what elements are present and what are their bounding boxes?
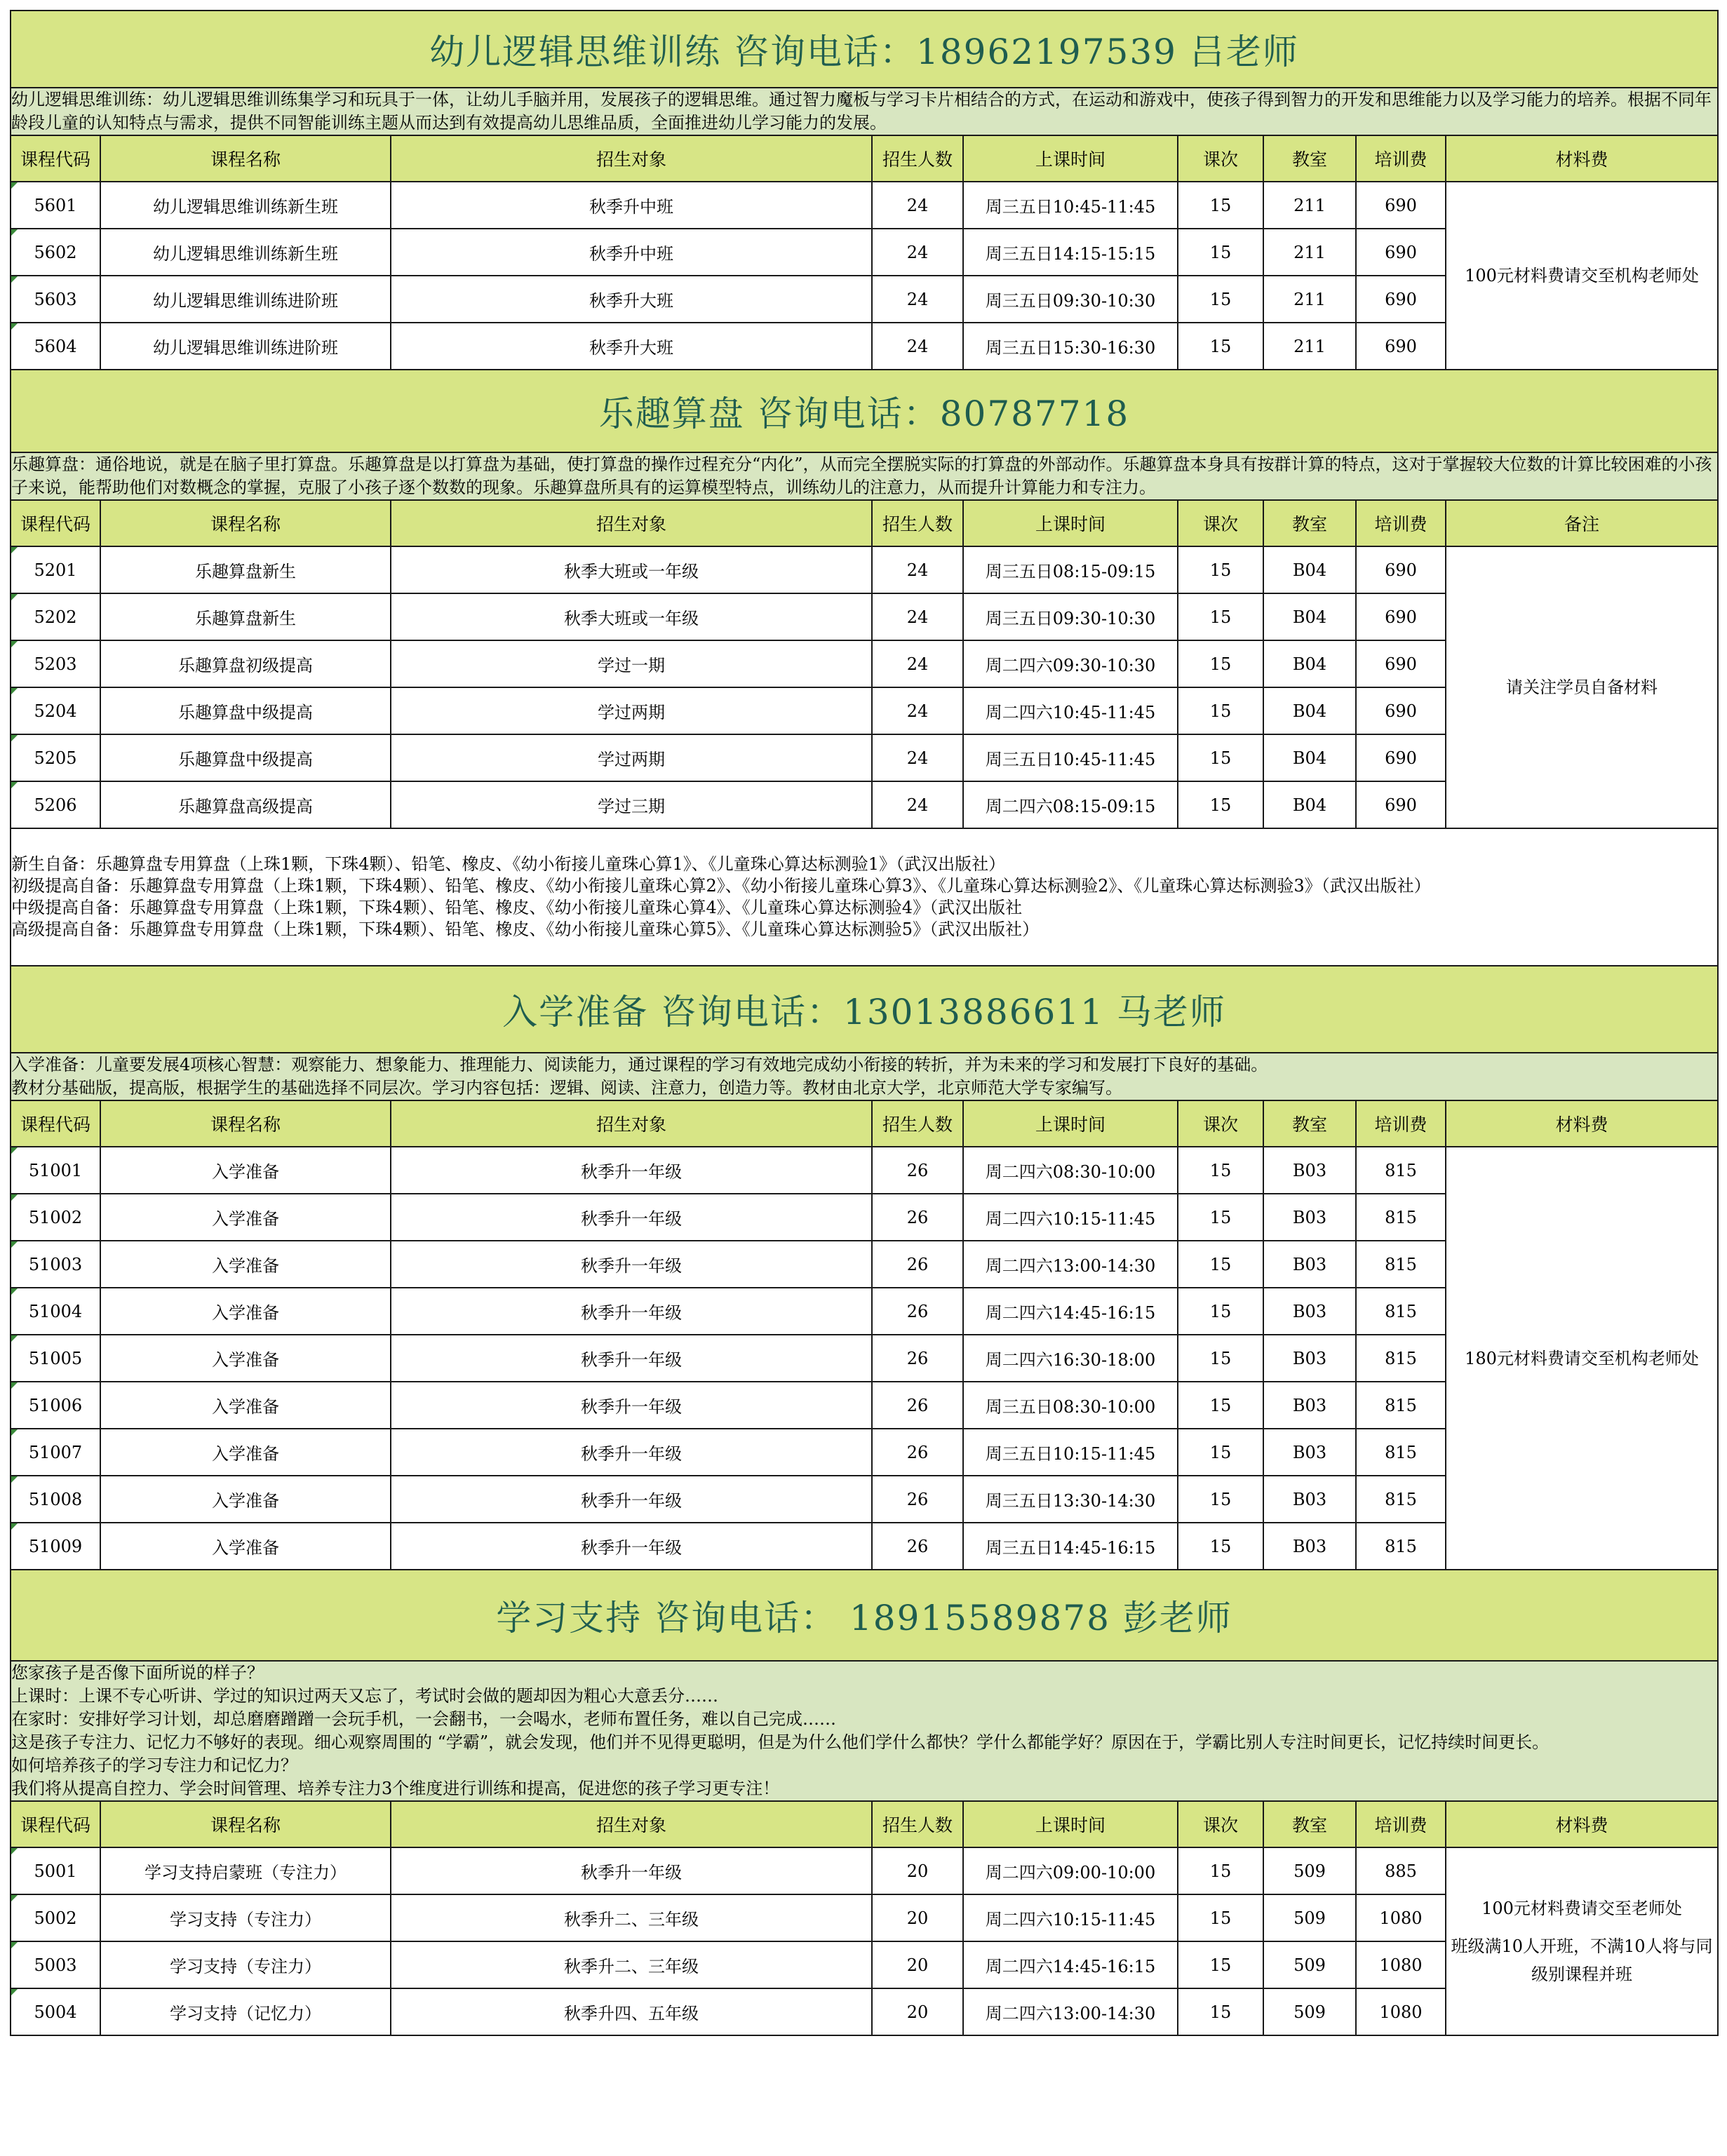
cell-count: 20 [872,1988,963,2035]
cell-code: 51005 [11,1335,100,1382]
side-note: 100元材料费请交至机构老师处 [1446,182,1718,370]
cell-count: 20 [872,1894,963,1941]
side-note: 180元材料费请交至机构老师处 [1446,1147,1718,1570]
cell-name: 乐趣算盘高级提高 [100,781,391,828]
column-header-lessons: 课次 [1178,1801,1263,1847]
cell-time: 周二四六09:30-10:30 [963,640,1178,687]
cell-count: 24 [872,781,963,828]
section-title: 幼儿逻辑思维训练 咨询电话：18962197539 吕老师 [11,11,1718,88]
column-header-fee: 培训费 [1356,135,1446,182]
cell-time: 周二四六13:00-14:30 [963,1241,1178,1288]
cell-time: 周三五日14:45-16:15 [963,1523,1178,1570]
section-description: 幼儿逻辑思维训练：幼儿逻辑思维训练集学习和玩具于一体，让幼儿手脑并用，发展孩子的逻辑思维。通过智力魔板与学习卡片相结合的方式，在运动和游戏中，使孩子得到智力的开发和思维能力以及学习能力的培养。根据不同年龄段儿童的认知特点与需求，提供不同智能训练主题从而达到有效提高幼儿思维品质，全面推进幼儿学习能力的发展。 [11,88,1718,135]
cell-lessons: 15 [1178,1335,1263,1382]
cell-name: 幼儿逻辑思维训练新生班 [100,182,391,229]
cell-room: B03 [1263,1147,1356,1194]
cell-fee: 690 [1356,323,1446,370]
cell-lessons: 15 [1178,1847,1263,1894]
cell-count: 26 [872,1523,963,1570]
cell-fee: 690 [1356,546,1446,593]
table-row [11,182,1718,229]
cell-count: 26 [872,1476,963,1523]
cell-name: 幼儿逻辑思维训练新生班 [100,229,391,276]
cell-name: 幼儿逻辑思维训练进阶班 [100,323,391,370]
column-header-code: 课程代码 [11,500,100,546]
side-note [1446,1847,1718,2035]
cell-name: 入学准备 [100,1194,391,1241]
cell-room: 211 [1263,276,1356,323]
column-header-time: 上课时间 [963,500,1178,546]
section-description-row [11,452,1718,500]
cell-lessons: 15 [1178,323,1263,370]
cell-room: B04 [1263,640,1356,687]
cell-fee: 815 [1356,1147,1446,1194]
cell-room: B03 [1263,1523,1356,1570]
cell-name: 入学准备 [100,1288,391,1335]
cell-code: 51004 [11,1288,100,1335]
cell-count: 20 [872,1847,963,1894]
cell-code: 5004 [11,1988,100,2035]
cell-count: 26 [872,1335,963,1382]
column-header-room: 教室 [1263,1100,1356,1147]
cell-time: 周三五日10:45-11:45 [963,734,1178,781]
cell-target: 秋季升中班 [391,229,872,276]
column-header-lessons: 课次 [1178,135,1263,182]
cell-fee: 815 [1356,1382,1446,1429]
column-header-fee: 培训费 [1356,1801,1446,1847]
table-row [11,546,1718,593]
column-header-target: 招生对象 [391,500,872,546]
cell-lessons: 15 [1178,1382,1263,1429]
cell-target: 秋季升一年级 [391,1288,872,1335]
cell-count: 24 [872,182,963,229]
cell-target: 秋季大班或一年级 [391,593,872,640]
cell-room: B03 [1263,1241,1356,1288]
cell-code: 5206 [11,781,100,828]
cell-lessons: 15 [1178,276,1263,323]
header-row [11,1100,1718,1147]
cell-count: 24 [872,229,963,276]
cell-count: 24 [872,640,963,687]
cell-count: 26 [872,1288,963,1335]
cell-room: B03 [1263,1382,1356,1429]
cell-code: 5604 [11,323,100,370]
cell-count: 26 [872,1147,963,1194]
cell-fee: 815 [1356,1194,1446,1241]
cell-target: 秋季升大班 [391,276,872,323]
column-header-target: 招生对象 [391,1100,872,1147]
cell-lessons: 15 [1178,1476,1263,1523]
section-title-row [11,966,1718,1053]
cell-count: 20 [872,1941,963,1988]
column-header-room: 教室 [1263,1801,1356,1847]
cell-time: 周二四六10:45-11:45 [963,687,1178,734]
cell-count: 26 [872,1241,963,1288]
cell-name: 乐趣算盘中级提高 [100,734,391,781]
cell-fee: 815 [1356,1476,1446,1523]
section-title-row [11,370,1718,452]
side-note-line: 班级满10人开班，不满10人将与同级别课程并班 [1451,1936,1713,1984]
cell-room: B03 [1263,1476,1356,1523]
cell-code: 5205 [11,734,100,781]
cell-fee: 815 [1356,1335,1446,1382]
cell-target: 秋季升中班 [391,182,872,229]
cell-target: 秋季升一年级 [391,1194,872,1241]
cell-code: 51009 [11,1523,100,1570]
cell-time: 周三五日08:15-09:15 [963,546,1178,593]
cell-room: 509 [1263,1847,1356,1894]
column-header-room: 教室 [1263,500,1356,546]
header-row [11,500,1718,546]
cell-name: 学习支持（专注力） [100,1941,391,1988]
cell-time: 周二四六14:45-16:15 [963,1288,1178,1335]
cell-lessons: 15 [1178,1429,1263,1476]
cell-code: 5603 [11,276,100,323]
cell-name: 幼儿逻辑思维训练进阶班 [100,276,391,323]
cell-room: B04 [1263,781,1356,828]
cell-lessons: 15 [1178,1894,1263,1941]
cell-time: 周二四六14:45-16:15 [963,1941,1178,1988]
section-description: 入学准备：儿童要发展4项核心智慧：观察能力、想象能力、推理能力、阅读能力，通过课程的学习有效地完成幼小衔接的转折，并为未来的学习和发展打下良好的基础。 教材分基础版，提高版，根据学生的基础选择不同层次。学习内容包括：逻辑、阅读、注意力，创造力等。教材由北京大学，北京师范大学专家编写。 [11,1053,1718,1100]
column-header-extra: 材料费 [1446,1801,1718,1847]
cell-time: 周三五日13:30-14:30 [963,1476,1178,1523]
cell-lessons: 15 [1178,734,1263,781]
column-header-count: 招生人数 [872,135,963,182]
column-header-code: 课程代码 [11,1801,100,1847]
cell-time: 周三五日10:45-11:45 [963,182,1178,229]
column-header-name: 课程名称 [100,135,391,182]
table-row [11,1147,1718,1194]
column-header-target: 招生对象 [391,135,872,182]
cell-time: 周三五日14:15-15:15 [963,229,1178,276]
cell-count: 24 [872,546,963,593]
column-header-count: 招生人数 [872,500,963,546]
cell-code: 5601 [11,182,100,229]
column-header-extra: 备注 [1446,500,1718,546]
cell-target: 秋季升一年级 [391,1429,872,1476]
section-description: 您家孩子是否像下面所说的样子？ 上课时：上课不专心听讲、学过的知识过两天又忘了，考试时会做的题却因为粗心大意丢分…… 在家时：安排好学习计划，却总磨磨蹭蹭一会玩手机，一会翻书，一会喝水，老师布置任务，难以自己完成…… 这是孩子专注力、记忆力不够好的表现。细心观察周围的 “学霸”，就会发现，他们并不见得更聪明，但是为什么他们学什么都快？学什么都能学好？原因在于，学霸比别人专注时间更长，记忆持续时间更长。 如何培养孩子的学习专注力和记忆力？ 我们将从提高自控力、学会时间管理、培养专注力3个维度进行训练和提高，促进您的孩子学习更专注！ [11,1661,1718,1801]
section-title: 乐趣算盘 咨询电话：80787718 [11,370,1718,452]
cell-count: 24 [872,276,963,323]
cell-target: 秋季升一年级 [391,1476,872,1523]
cell-lessons: 15 [1178,182,1263,229]
column-header-lessons: 课次 [1178,1100,1263,1147]
column-header-lessons: 课次 [1178,500,1263,546]
cell-count: 24 [872,734,963,781]
cell-time: 周三五日10:15-11:45 [963,1429,1178,1476]
column-header-time: 上课时间 [963,135,1178,182]
cell-target: 秋季大班或一年级 [391,546,872,593]
cell-count: 26 [872,1194,963,1241]
section-title: 学习支持 咨询电话： 18915589878 彭老师 [11,1570,1718,1661]
cell-target: 秋季升一年级 [391,1335,872,1382]
cell-time: 周三五日15:30-16:30 [963,323,1178,370]
cell-lessons: 15 [1178,1241,1263,1288]
cell-lessons: 15 [1178,781,1263,828]
cell-target: 学过一期 [391,640,872,687]
cell-code: 51001 [11,1147,100,1194]
cell-count: 26 [872,1429,963,1476]
cell-name: 乐趣算盘初级提高 [100,640,391,687]
section-description-row [11,1053,1718,1100]
cell-code: 51006 [11,1382,100,1429]
cell-room: 509 [1263,1941,1356,1988]
cell-fee: 690 [1356,781,1446,828]
cell-target: 秋季升四、五年级 [391,1988,872,2035]
cell-room: B04 [1263,593,1356,640]
header-row [11,1801,1718,1847]
cell-target: 学过两期 [391,734,872,781]
column-header-target: 招生对象 [391,1801,872,1847]
cell-time: 周三五日09:30-10:30 [963,276,1178,323]
cell-count: 24 [872,687,963,734]
cell-room: B03 [1263,1194,1356,1241]
cell-target: 秋季升一年级 [391,1147,872,1194]
cell-room: B04 [1263,734,1356,781]
cell-fee: 815 [1356,1288,1446,1335]
cell-lessons: 15 [1178,546,1263,593]
cell-time: 周三五日08:30-10:00 [963,1382,1178,1429]
cell-name: 乐趣算盘中级提高 [100,687,391,734]
cell-room: 211 [1263,323,1356,370]
cell-time: 周三五日09:30-10:30 [963,593,1178,640]
cell-fee: 815 [1356,1241,1446,1288]
cell-fee: 885 [1356,1847,1446,1894]
materials-note-row [11,828,1718,966]
cell-lessons: 15 [1178,1988,1263,2035]
cell-code: 5201 [11,546,100,593]
cell-time: 周二四六08:30-10:00 [963,1147,1178,1194]
cell-target: 秋季升二、三年级 [391,1894,872,1941]
column-header-fee: 培训费 [1356,1100,1446,1147]
cell-name: 入学准备 [100,1147,391,1194]
cell-code: 5204 [11,687,100,734]
cell-lessons: 15 [1178,687,1263,734]
cell-name: 学习支持（专注力） [100,1894,391,1941]
cell-target: 秋季升二、三年级 [391,1941,872,1988]
section-description-row [11,1661,1718,1801]
cell-fee: 690 [1356,593,1446,640]
cell-code: 5001 [11,1847,100,1894]
cell-room: B03 [1263,1288,1356,1335]
cell-lessons: 15 [1178,1147,1263,1194]
cell-room: 509 [1263,1988,1356,2035]
cell-name: 乐趣算盘新生 [100,546,391,593]
cell-fee: 1080 [1356,1894,1446,1941]
column-header-code: 课程代码 [11,135,100,182]
cell-time: 周二四六09:00-10:00 [963,1847,1178,1894]
cell-name: 入学准备 [100,1335,391,1382]
column-header-count: 招生人数 [872,1801,963,1847]
cell-time: 周二四六10:15-11:45 [963,1894,1178,1941]
cell-fee: 690 [1356,687,1446,734]
cell-target: 学过两期 [391,687,872,734]
cell-target: 秋季升一年级 [391,1847,872,1894]
schedule-table [10,10,1719,2036]
cell-room: B03 [1263,1335,1356,1382]
cell-fee: 1080 [1356,1988,1446,2035]
cell-lessons: 15 [1178,640,1263,687]
column-header-fee: 培训费 [1356,500,1446,546]
section-title-row [11,11,1718,88]
cell-target: 秋季升一年级 [391,1241,872,1288]
section-description-row [11,88,1718,135]
cell-target: 秋季升大班 [391,323,872,370]
cell-fee: 690 [1356,276,1446,323]
column-header-name: 课程名称 [100,500,391,546]
cell-room: 211 [1263,182,1356,229]
cell-name: 学习支持（记忆力） [100,1988,391,2035]
cell-code: 51007 [11,1429,100,1476]
cell-code: 51008 [11,1476,100,1523]
cell-name: 入学准备 [100,1523,391,1570]
materials-note: 新生自备：乐趣算盘专用算盘（上珠1颗，下珠4颗）、铅笔、橡皮、《幼小衔接儿童珠心算1》、《儿童珠心算达标测验1》（武汉出版社） 初级提高自备：乐趣算盘专用算盘（上珠1颗，下珠4颗）、铅笔、橡皮、《幼小衔接儿童珠心算2》、《幼小衔接儿童珠心算3》、《儿童珠心算达标测验2》、《儿童珠心算达标测验3》（武汉出版社） 中级提高自备：乐趣算盘专用算盘（上珠1颗，下珠4颗）、铅笔、橡皮、《幼小衔接儿童珠心算4》、《儿童珠心算达标测验4》（武汉出版社 高级提高自备：乐趣算盘专用算盘（上珠1颗，下珠4颗）、铅笔、橡皮、《幼小衔接儿童珠心算5》、《儿童珠心算达标测验5》（武汉出版社） [11,828,1718,966]
cell-fee: 815 [1356,1523,1446,1570]
cell-room: B04 [1263,687,1356,734]
cell-time: 周二四六13:00-14:30 [963,1988,1178,2035]
cell-name: 学习支持启蒙班（专注力） [100,1847,391,1894]
cell-code: 51003 [11,1241,100,1288]
cell-count: 26 [872,1382,963,1429]
side-note: 请关注学员自备材料 [1446,546,1718,828]
cell-code: 5602 [11,229,100,276]
cell-name: 入学准备 [100,1241,391,1288]
cell-fee: 690 [1356,229,1446,276]
cell-name: 入学准备 [100,1382,391,1429]
cell-code: 51002 [11,1194,100,1241]
cell-time: 周二四六08:15-09:15 [963,781,1178,828]
column-header-count: 招生人数 [872,1100,963,1147]
cell-lessons: 15 [1178,1288,1263,1335]
column-header-extra: 材料费 [1446,135,1718,182]
cell-count: 24 [872,593,963,640]
cell-code: 5202 [11,593,100,640]
section-title-row [11,1570,1718,1661]
column-header-code: 课程代码 [11,1100,100,1147]
section-description: 乐趣算盘：通俗地说，就是在脑子里打算盘。乐趣算盘是以打算盘为基础，使打算盘的操作过程充分“内化”，从而完全摆脱实际的打算盘的外部动作。乐趣算盘本身具有按群计算的特点，这对于掌握较大位数的计算比较困难的小孩子来说，能帮助他们对数概念的掌握，克服了小孩子逐个数数的现象。乐趣算盘所具有的运算模型特点，训练幼儿的注意力，从而提升计算能力和专注力。 [11,452,1718,500]
cell-target: 学过三期 [391,781,872,828]
column-header-room: 教室 [1263,135,1356,182]
cell-lessons: 15 [1178,1523,1263,1570]
cell-name: 入学准备 [100,1429,391,1476]
cell-code: 5002 [11,1894,100,1941]
column-header-time: 上课时间 [963,1100,1178,1147]
cell-room: 211 [1263,229,1356,276]
cell-name: 乐趣算盘新生 [100,593,391,640]
cell-fee: 690 [1356,640,1446,687]
course-schedule-sheet [10,10,1717,2036]
cell-fee: 690 [1356,182,1446,229]
cell-code: 5003 [11,1941,100,1988]
section-title: 入学准备 咨询电话：13013886611 马老师 [11,966,1718,1053]
cell-lessons: 15 [1178,1194,1263,1241]
column-header-time: 上课时间 [963,1801,1178,1847]
cell-room: B03 [1263,1429,1356,1476]
cell-count: 24 [872,323,963,370]
cell-code: 5203 [11,640,100,687]
cell-fee: 815 [1356,1429,1446,1476]
table-row [11,1847,1718,1894]
cell-lessons: 15 [1178,593,1263,640]
column-header-name: 课程名称 [100,1100,391,1147]
cell-time: 周二四六16:30-18:00 [963,1335,1178,1382]
cell-target: 秋季升一年级 [391,1382,872,1429]
cell-lessons: 15 [1178,229,1263,276]
cell-room: B04 [1263,546,1356,593]
cell-fee: 1080 [1356,1941,1446,1988]
cell-time: 周二四六10:15-11:45 [963,1194,1178,1241]
header-row [11,135,1718,182]
cell-room: 509 [1263,1894,1356,1941]
cell-fee: 690 [1356,734,1446,781]
cell-lessons: 15 [1178,1941,1263,1988]
cell-name: 入学准备 [100,1476,391,1523]
column-header-extra: 材料费 [1446,1100,1718,1147]
side-note-line: 100元材料费请交至老师处 [1481,1899,1682,1918]
column-header-name: 课程名称 [100,1801,391,1847]
cell-target: 秋季升一年级 [391,1523,872,1570]
